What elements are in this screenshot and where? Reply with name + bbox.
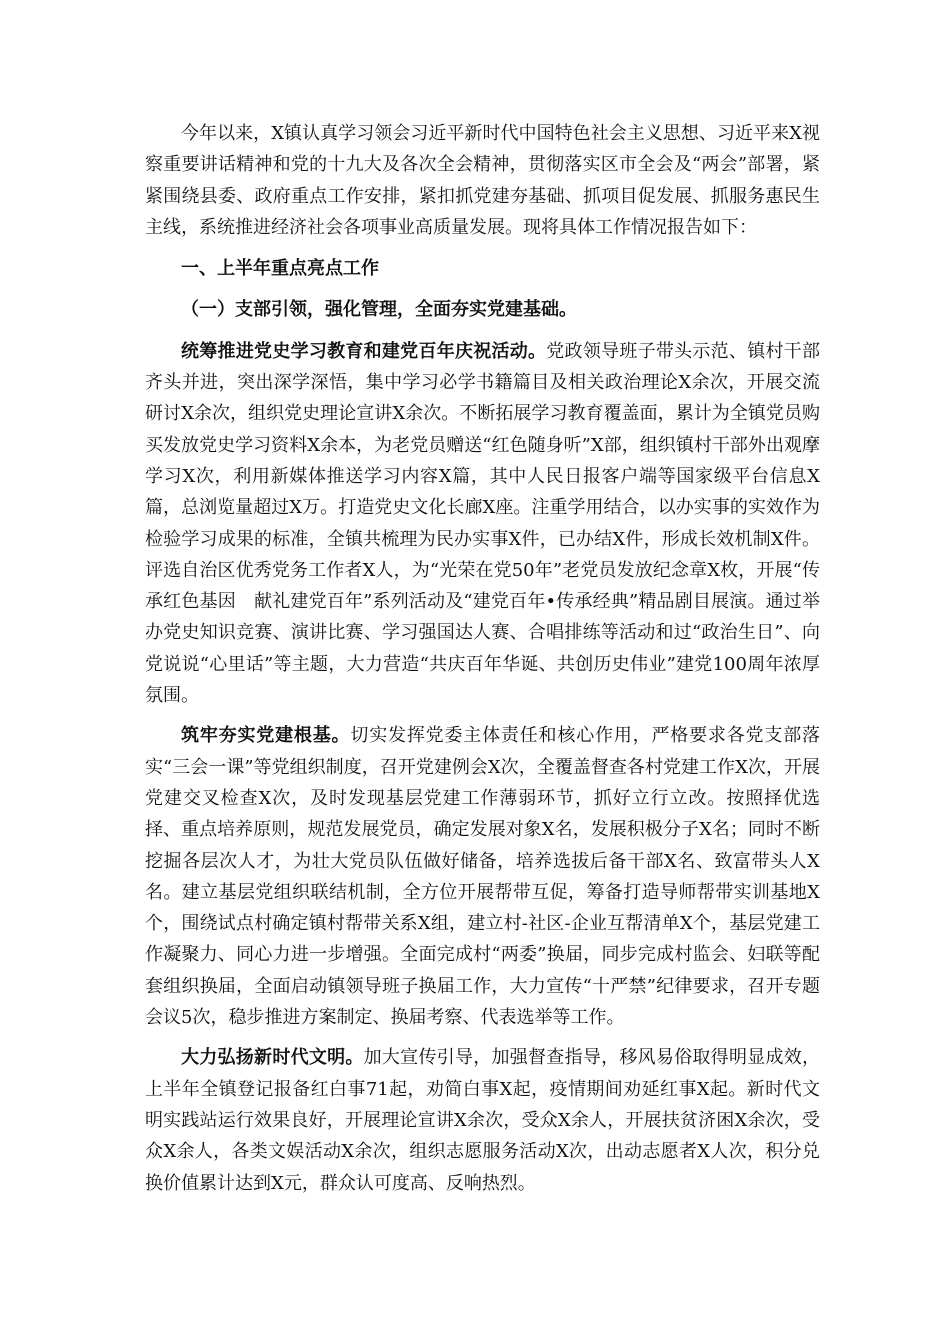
paragraph-lead: 大力弘扬新时代文明。: [181, 1047, 364, 1069]
section-heading: 一、上半年重点亮点工作: [181, 258, 379, 280]
paragraph-party-foundation: [145, 720, 820, 1033]
intro-paragraph: 今年以来，X镇认真学习领会习近平新时代中国特色社会主义思想、习近平来X视察重要讲话精神和党的十九大及各次全会精神，贯彻落实区市全会及“两会”部署，紧紧围绕县委、政府重点工作安排，紧扣抓党建夯基础、抓项目促发展、抓服务惠民生主线，系统推进经济社会各项事业高质量发展。现将具体工作情况报告如下：: [145, 123, 820, 238]
paragraph-body: 切实发挥党委主体责任和核心作用，严格要求各党支部落实“三会一课”等党组织制度，召开党建例会X次，全覆盖督查各村党建工作X次，开展党建交叉检查X次，及时发现基层党建工作薄弱环节，抓好立行立改。按照择优选择、重点培养原则，规范发展党员，确定发展对象X名，发展积极分子X名；同时不断挖掘各层次人才，为壮大党员队伍做好储备，培养选拔后备干部X名、致富带头人X名。建立基层党组织联结机制，全方位开展帮带互促，筹备打造导师帮带实训基地X个，围绕试点村确定镇村帮带关系X组，建立村-社区-企业互帮清单X个，基层党建工作凝聚力、同心力进一步增强。全面完成村“两委”换届，同步完成村监会、妇联等配套组织换届，全面启动镇领导班子换届工作，大力宣传“十严禁”纪律要求，召开专题会议5次，稳步推进方案制定、换届考察、代表选举等工作。: [145, 725, 821, 1029]
subsection-heading: （一）支部引领，强化管理，全面夯实党建基础。: [181, 299, 577, 321]
paragraph-body: 加大宣传引导，加强督查指导，移风易俗取得明显成效，上半年全镇登记报备红白事71起，劝简白事X起，疫情期间劝延红事X起。新时代文明实践站运行效果良好，开展理论宣讲X余次，受众X余人，开展扶贫济困X余次，受众X余人，各类文娱活动X余次，组织志愿服务活动X次，出动志愿者X人次，积分兑换价值累计达到X元，群众认可度高、反响热烈。: [145, 1047, 821, 1194]
document-body: [145, 118, 820, 1208]
paragraph-lead: 筑牢夯实党建根基。: [181, 725, 351, 747]
paragraph-civilization: [145, 1042, 820, 1198]
paragraph-lead: 统筹推进党史学习教育和建党百年庆祝活动。: [181, 340, 547, 362]
paragraph-body: 党政领导班子带头示范、镇村干部齐头并进，突出深学深悟，集中学习必学书籍篇目及相关政治理论X余次，开展交流研讨X余次，组织党史理论宣讲X余次。不断拓展学习教育覆盖面，累计为全镇党员购买发放党史学习资料X余本，为老党员赠送“红色随身听”X部，组织镇村干部外出观摩学习X次，利用新媒体推送学习内容X篇，其中人民日报客户端等国家级平台信息X篇，总浏览量超过X万。打造党史文化长廊X座。注重学用结合，以办实事的实效作为检验学习成果的标准，全镇共梳理为民办实事X件，已办结X件，形成长效机制X件。评选自治区优秀党务工作者X人，为“光荣在党50年”老党员发放纪念章X枚，开展“传承红色基因 献礼建党百年”系列活动及“建党百年•传承经典”精品剧目展演。通过举办党史知识竞赛、演讲比赛、学习强国达人赛、合唱排练等活动和过“政治生日”、向党说说“心里话”等主题，大力营造“共庆百年华诞、共创历史伟业”建党100周年浓厚氛围。: [145, 340, 821, 707]
paragraph-party-history: [145, 336, 820, 712]
